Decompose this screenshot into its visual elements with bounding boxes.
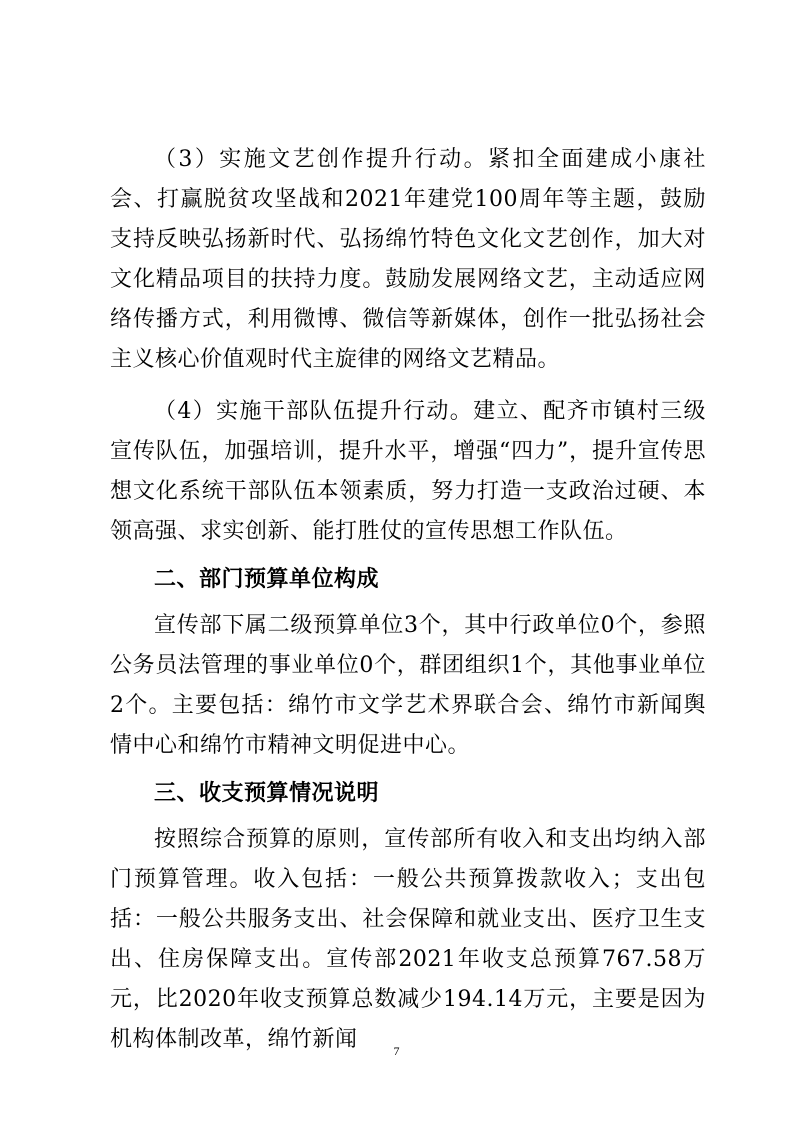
paragraph-budget-explanation: 按照综合预算的原则，宣传部所有收入和支出均纳入部门预算管理。收入包括：一般公共预算拨款收入；支出包括：一般公共服务支出、社会保障和就业支出、医疗卫生支出、住房保障支出。宣传部2021年收支总预算767.58万元，比2020年收支预算总数减少194.14万元，主要是因为机构体制改革，绵竹新闻	[110, 827, 706, 1052]
section-heading-budget-explanation: 三、收支预算情况说明	[154, 781, 380, 806]
paragraph-cadre-team: （4）实施干部队伍提升行动。建立、配齐市镇村三级宣传队伍，加强培训，提升水平，增强“四力”，提升宣传思想文化系统干部队伍本领素质，努力打造一支政治过硬、本领高强、求实创新、能打胜仗的宣传思想工作队伍。	[110, 399, 706, 544]
page-number: 7	[393, 1044, 400, 1058]
section-heading-budget-units: 二、部门预算单位构成	[154, 567, 380, 592]
document-body	[110, 140, 706, 1060]
paragraph-gap	[110, 380, 706, 392]
paragraph-arts-creation: （3）实施文艺创作提升行动。紧扣全面建成小康社会、打赢脱贫攻坚战和2021年建党100周年等主题，鼓励支持反映弘扬新时代、弘扬绵竹特色文化文艺创作，加大对文化精品项目的扶持力度。鼓励发展网络文艺，主动适应网络传播方式，利用微博、微信等新媒体，创作一批弘扬社会主义核心价值观时代主旋律的网络文艺精品。	[110, 147, 706, 372]
paragraph-budget-units: 宣传部下属二级预算单位3个，其中行政单位0个，参照公务员法管理的事业单位0个，群团组织1个，其他事业单位2个。主要包括：绵竹市文学艺术界联合会、绵竹市新闻舆情中心和绵竹市精神文明促进中心。	[110, 613, 706, 758]
